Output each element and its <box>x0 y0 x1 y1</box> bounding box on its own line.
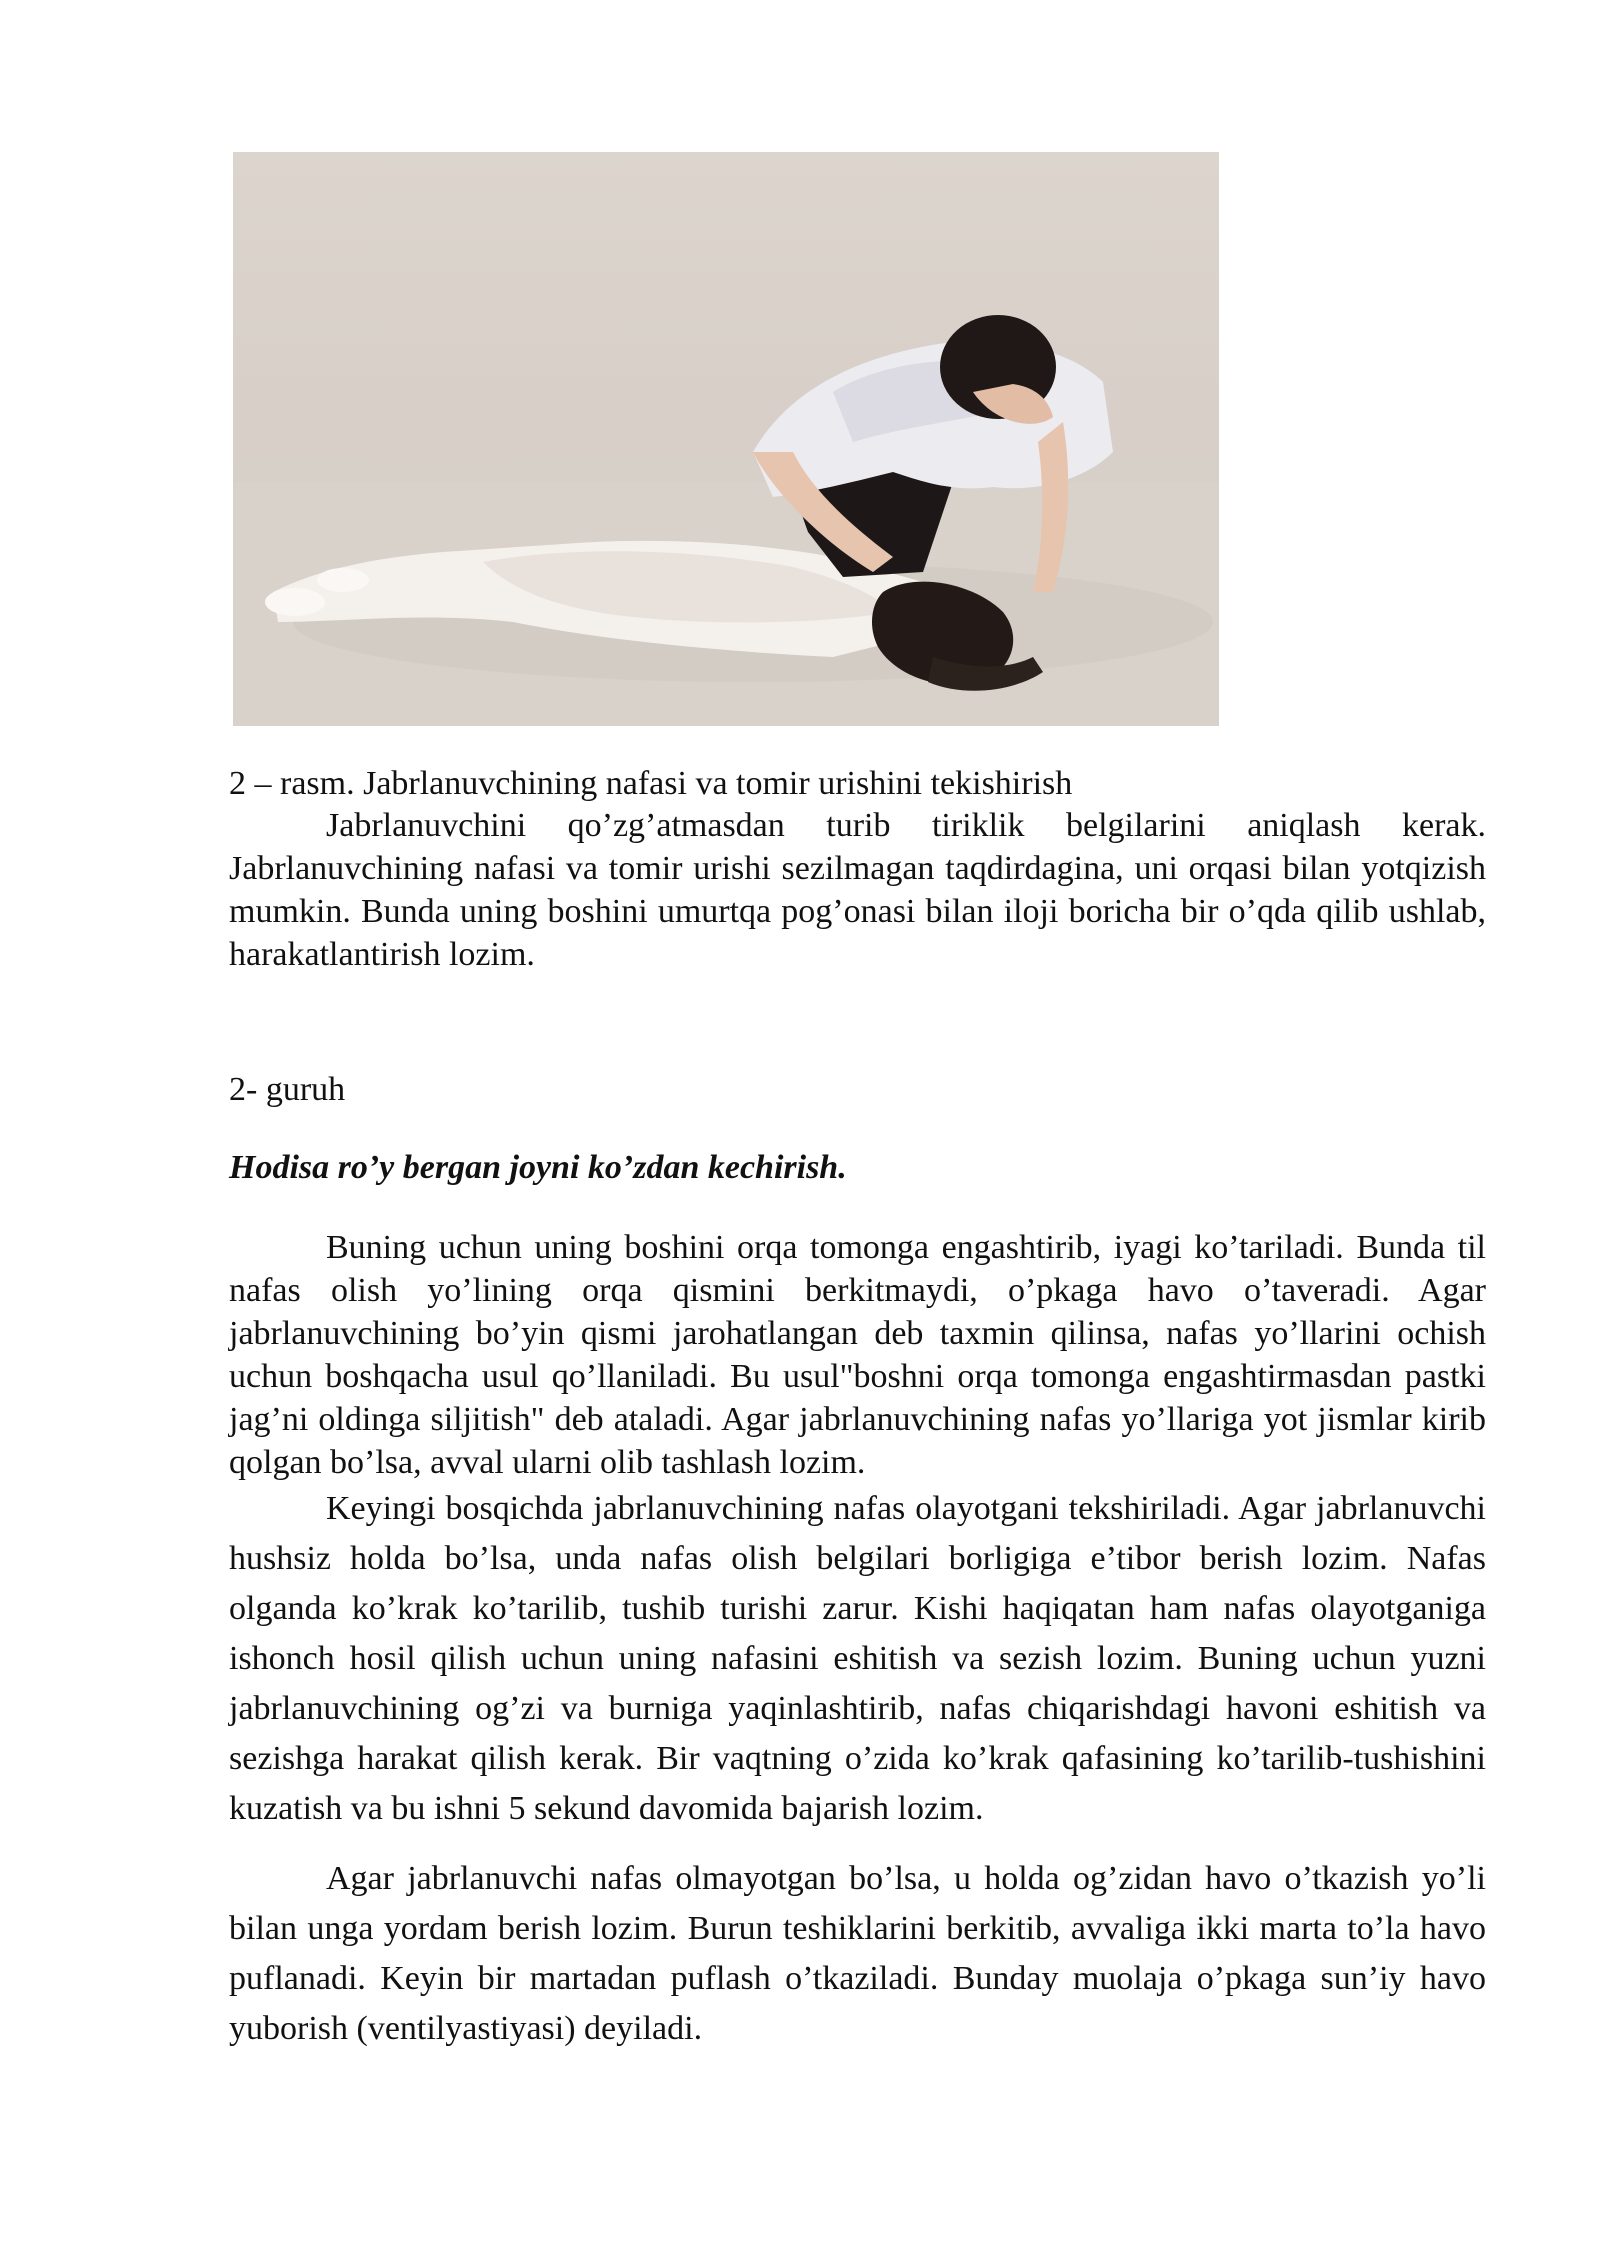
figure-caption: 2 – rasm. Jabrlanuvchining nafasi va tomir urishini tekishirish <box>229 765 1073 802</box>
section-heading: Hodisa ro’y bergan joyni ko’zdan kechirish. <box>229 1149 847 1186</box>
paragraph: Jabrlanuvchini qo’zg’atmasdan turib tiriklik belgilarini aniqlash kerak. Jabrlanuvchining nafasi va tomir urishi sezilmagan taqdirdagina, uni orqasi bilan yotqizish mumkin. Bunda uning boshini umurtqa pog’onasi bilan iloji boricha bir o’qda qilib ushlab, harakatlantirish lozim. <box>229 807 1486 973</box>
paragraph: Keyingi bosqichda jabrlanuvchining nafas olayotgani tekshiriladi. Agar jabrlanuvchi hushsiz holda bo’lsa, unda nafas olish belgilari borligiga e’tibor berish lozim. Nafas olganda ko’krak ko’tarilib, tushib turishi zarur. Kishi haqiqatan ham nafas olayotganiga ishonch hosil qilish uchun uning nafasini eshitish va sezish lozim. Buning uchun yuzni jabrlanuvchining og’zi va burniga yaqinlashtirib, nafas chiqarishdagi havoni eshitish va sezishga harakat qilish kerak. Bir vaqtning o’zida ko’krak qafasining ko’tarilib-tushishini kuzatish va bu ishni 5 sekund davomida bajarish lozim. <box>229 1490 1486 1827</box>
paragraph: Agar jabrlanuvchi nafas olmayotgan bo’lsa, u holda og’zidan havo o’tkazish yo’li bilan unga yordam berish lozim. Burun teshiklarini berkitib, avvaliga ikki marta to’la havo puflanadi. Keyin bir martadan puflash o’tkaziladi. Bunday muolaja o’pkaga sun’iy havo yuborish (ventilyastiyasi) deyiladi. <box>229 1860 1486 2047</box>
group-label: 2- guruh <box>229 1071 346 1108</box>
photo-illustration <box>233 152 1219 726</box>
figure-photo <box>233 152 1219 726</box>
paragraph: Buning uchun uning boshini orqa tomonga engashtirib, iyagi ko’tariladi. Bunda til nafas olish yo’lining orqa qismini berkitmaydi, o’pkaga havo o’taveradi. Agar jabrlanuvchining bo’yin qismi jarohatlangan deb taxmin qilinsa, nafas yo’llarini ochish uchun boshqacha usul qo’llaniladi. Bu usul"boshni orqa tomonga engashtirmasdan pastki jag’ni oldinga siljitish" deb ataladi. Agar jabrlanuvchining nafas yo’llariga yot jismlar kirib qolgan bo’lsa, avval ularni olib tashlash lozim. <box>229 1229 1486 1481</box>
document-page <box>229 152 1486 2054</box>
